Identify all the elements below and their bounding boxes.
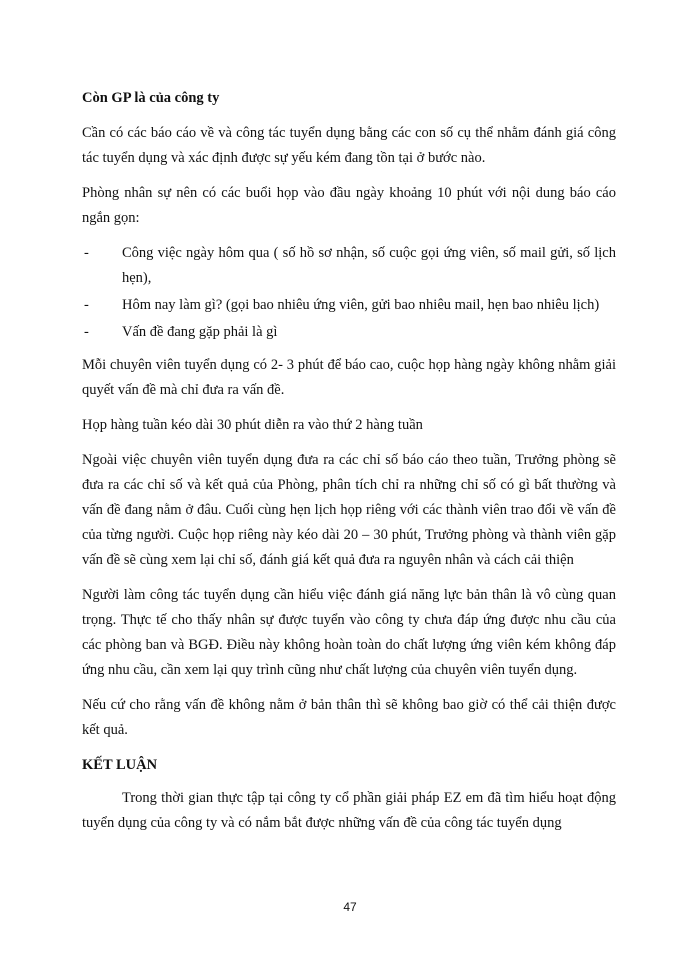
- page-number: 47: [343, 900, 357, 914]
- paragraph-self-assessment: Người làm công tác tuyển dụng cần hiểu việc đánh giá năng lực bản thân là vô cùng quan trọng. Thực tế cho thấy nhân sự được tuyển vào công ty chưa đáp ứng được nhu cầu của các phòng ban và BGĐ. Điều này không hoàn toàn do chất lượng ứng viên kém không đáp ứng nhu cầu, cần xem lại quy trình cũng như chất lượng của chuyên viên tuyển dụng.: [82, 587, 616, 678]
- meeting-agenda-list: [82, 241, 616, 345]
- conclusion-paragraph: Trong thời gian thực tập tại công ty cổ phần giải pháp EZ em đã tìm hiểu hoạt động tuyển dụng của công ty và có nắm bắt được những vấn đề của công tác tuyển dụng: [82, 790, 616, 831]
- section-heading: Còn GP là của công ty: [82, 90, 220, 106]
- paragraph-report-time: Mỗi chuyên viên tuyển dụng có 2- 3 phút để báo cao, cuộc họp hàng ngày không nhằm giải quyết vấn đề mà chỉ đưa ra vấn đề.: [82, 357, 616, 398]
- paragraph-daily-meeting: Phòng nhân sự nên có các buổi họp vào đầu ngày khoảng 10 phút với nội dung báo cáo ngắn gọn:: [82, 185, 616, 226]
- paragraph-improvement: Nếu cứ cho rằng vấn đề không nằm ở bản thân thì sẽ không bao giờ có thể cải thiện được kết quả.: [82, 697, 616, 738]
- paragraph-manager-analysis: Ngoài việc chuyên viên tuyển dụng đưa ra các chỉ số báo cáo theo tuần, Trưởng phòng sẽ đưa ra các chỉ số và kết quả của Phòng, phân tích chỉ ra những chỉ số có gì bất thường và vấn đề đang nằm ở đâu. Cuối cùng hẹn lịch họp riêng với các thành viên trao đổi về vấn đề của từng người. Cuộc họp riêng này kéo dài 20 – 30 phút, Trưởng phòng và thành viên gặp vấn đề sẽ cùng xem lại chỉ số, đánh giá kết quả đưa ra nguyên nhân và cách cải thiện: [82, 452, 616, 568]
- list-item: - Công việc ngày hôm qua ( số hồ sơ nhận, số cuộc gọi ứng viên, số mail gửi, số lịch hẹn),: [82, 241, 616, 291]
- paragraph-weekly-meeting: Họp hàng tuần kéo dài 30 phút diễn ra vào thứ 2 hàng tuần: [82, 417, 423, 433]
- conclusion-heading: KẾT LUẬN: [82, 757, 158, 773]
- list-item: - Vấn đề đang gặp phải là gì: [82, 320, 616, 345]
- list-item: - Hôm nay làm gì? (gọi bao nhiêu ứng viên, gửi bao nhiêu mail, hẹn bao nhiêu lịch): [82, 293, 616, 318]
- paragraph-reports: Cần có các báo cáo về và công tác tuyển dụng bằng các con số cụ thể nhằm đánh giá công tác tuyển dụng và xác định được sự yếu kém đang tồn tại ở bước nào.: [82, 125, 616, 166]
